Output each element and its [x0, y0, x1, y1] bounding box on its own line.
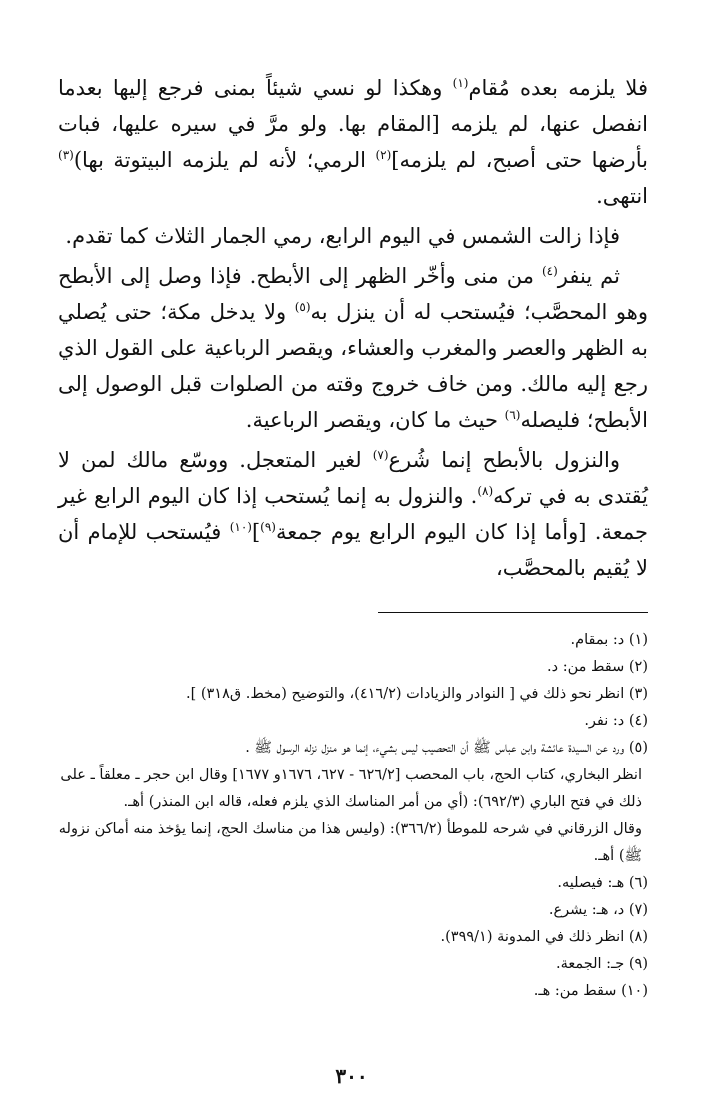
footnote-number: (٥) — [628, 740, 648, 756]
text-run: فيُستحب للإمام أن لا يُقيم بالمحصَّب، — [58, 520, 648, 580]
footnote-number: (٩) — [628, 956, 648, 972]
footnote-marker: (٣) — [58, 148, 74, 162]
footnote-marker: (٤) — [541, 264, 558, 278]
footnote-item — [58, 654, 648, 681]
paragraph-p2 — [58, 218, 648, 254]
text-run: وهكذا لو نسي شيئاً بمنى فرجع إليها بعدما انفصل عنها، لم يلزمه [المقام بها. ولو مرَّ في سيره عليها، فبات بأرضها حتى أصبح، لم يلزمه] — [58, 76, 648, 172]
footnote-text: انظر نحو ذلك في [ النوادر والزيادات (٤١٦/٢)، والتوضيح (مخط. ق٣١٨) ]. — [185, 686, 625, 702]
footnote-number: (٨) — [628, 929, 648, 945]
footnote-text: انظر ذلك في المدونة (٣٩٩/١). — [440, 929, 625, 945]
footnotes — [58, 627, 648, 1005]
footnote-marker: (٨) — [477, 484, 494, 498]
footnote-continuation: وقال الزرقاني في شرحه للموطأ (٣٦٦/٢): (وليس هذا من مناسك الحج، إنما يؤخذ منه أماكن نزوله ﷺ) أهـ. — [58, 821, 642, 864]
footnote-number: (١٠) — [621, 983, 648, 999]
footnote-text: د: بمقام. — [570, 632, 625, 648]
footnote-item — [58, 870, 648, 897]
footnote-item — [58, 735, 648, 762]
footnote-item — [58, 951, 648, 978]
footnote-text: هـ: فيصليه. — [557, 875, 625, 891]
footnote-continuation: انظر البخاري، كتاب الحج، باب المحصب [٦٢٦/٢ - ٦٢٧، ١٦٧٦و ١٦٧٧] وقال ابن حجر ـ معلقاً ـ على ذلك في فتح الباري (٦٩٢/٣): (أي من أمر المناسك الذي يلزم فعله، قاله ابن المنذر) أهـ. — [60, 767, 642, 810]
text-run: الرمي؛ لأنه لم يلزمه البيتوتة بها) — [73, 148, 376, 172]
text-run: لغير المتعجل. ووسّع مالك لمن لا يُقتدى به في تركه — [58, 448, 648, 508]
footnote-marker: (٦) — [504, 408, 521, 422]
footnote-marker: (٢) — [375, 148, 392, 162]
footnote-item — [58, 681, 648, 708]
page-number: ٣٠٠ — [335, 1064, 368, 1088]
footnote-number: (٢) — [628, 659, 648, 675]
footnote-item — [58, 978, 648, 1005]
footnote-marker: (٩) — [260, 520, 276, 534]
text-run: ثم ينفر — [557, 264, 620, 288]
footnote-text: ورد عن السيدة عائشة وابن عباس ﷺ أن التحصيب ليس بشيء، إنما هو منزل نزله الرسول ﷺ . — [245, 740, 625, 756]
footnote-number: (١) — [628, 632, 648, 648]
page-content — [58, 70, 648, 1005]
footnote-item — [58, 897, 648, 924]
footnote-item — [58, 924, 648, 951]
text-run: من منى وأخّر الظهر إلى الأبطح. فإذا وصل إلى الأبطح وهو المحصَّب؛ فيُستحب له أن ينزل به — [58, 264, 648, 324]
footnote-item — [58, 627, 648, 654]
paragraph-p4 — [58, 442, 648, 586]
text-run: فإذا زالت الشمس في اليوم الرابع، رمي الجمار الثلاث كما تقدم. — [65, 224, 620, 248]
text-run: ] — [251, 520, 261, 544]
footnote-marker: (٥) — [294, 300, 311, 314]
paragraph-p3 — [58, 258, 648, 438]
text-run: ولا يدخل مكة؛ حتى يُصلي به الظهر والعصر والمغرب والعشاء، ويقصر الرباعية على القول الذي رجع إليه مالك. ومن خاف خروج وقته من الصلوات قبل الوصول إلى الأبطح؛ فليصله — [58, 300, 648, 432]
footnote-number: (٦) — [628, 875, 648, 891]
footnote-text: د، هـ: يشرع. — [548, 902, 625, 918]
footnote-text: د: نفر. — [584, 713, 625, 729]
footnote-item — [58, 708, 648, 735]
footnote-text: جـ: الجمعة. — [555, 956, 625, 972]
footnote-marker: (١٠) — [229, 520, 252, 534]
text-run: انتهى. — [596, 184, 648, 208]
text-run: حيث ما كان، ويقصر الرباعية. — [245, 408, 505, 432]
footnote-text: سقط من: د. — [547, 659, 625, 675]
text-run: والنزول بالأبطح إنما شُرع — [388, 448, 620, 472]
footnote-separator — [378, 612, 648, 613]
footnote-number: (٣) — [628, 686, 648, 702]
text-run: . والنزول به إنما يُستحب إذا كان اليوم الرابع غير جمعة. [وأما إذا كان اليوم الرابع يوم جمعة — [58, 484, 648, 544]
footnote-number: (٤) — [628, 713, 648, 729]
footnote-text: سقط من: هـ. — [533, 983, 617, 999]
footnote-marker: (١) — [452, 76, 469, 90]
text-run: فلا يلزمه بعده مُقام — [468, 76, 648, 100]
footnote-marker: (٧) — [372, 448, 389, 462]
main-text — [58, 70, 648, 586]
footnote-number: (٧) — [628, 902, 648, 918]
paragraph-p1 — [58, 70, 648, 214]
